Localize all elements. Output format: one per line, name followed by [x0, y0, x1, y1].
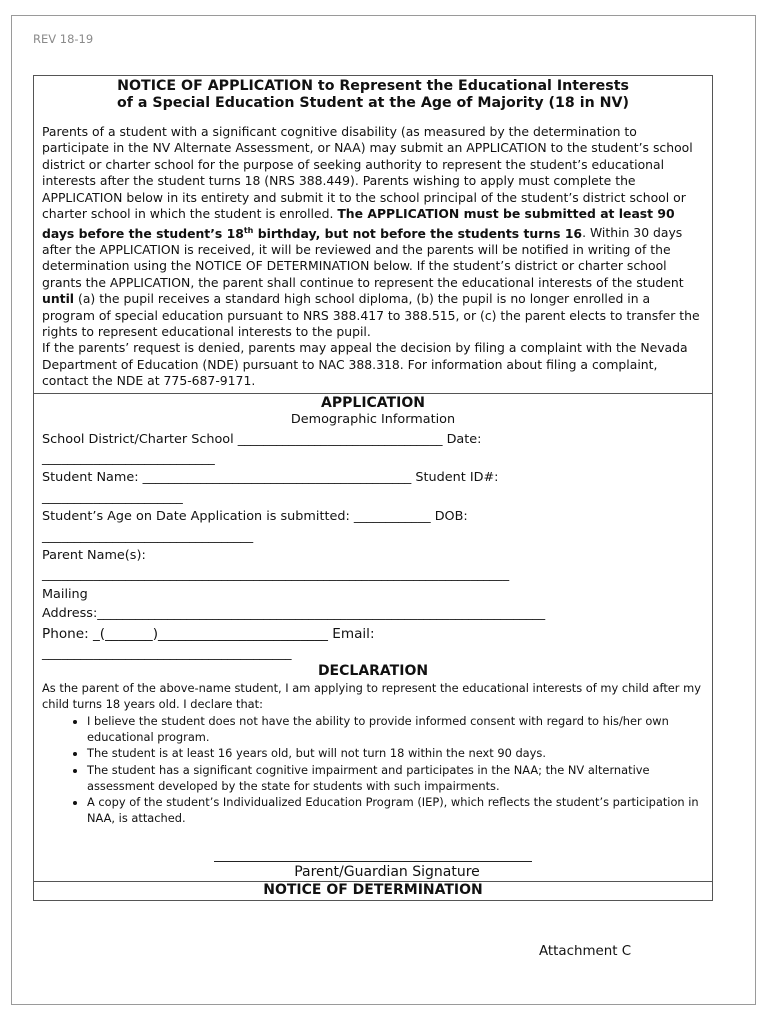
form-field-line[interactable]: School District/Charter School ________________________________ Date:	[42, 431, 482, 447]
signature-line[interactable]	[214, 861, 532, 862]
declaration-body	[42, 680, 704, 827]
declaration-list	[42, 713, 704, 827]
form-field-line[interactable]: _______________________________________	[42, 645, 292, 661]
demographic-subheading: Demographic Information	[290, 411, 456, 427]
form-field-line[interactable]: _________________________________________________________________________	[42, 567, 510, 583]
determination-heading: NOTICE OF DETERMINATION	[263, 881, 483, 898]
declaration-item: • The student has a significant cognitive impairment and participates in the NAA; the NV alternative assessment developed by the state for students with such impairments.	[87, 762, 704, 795]
intro-bold-1: The APPLICATION must be submitted at least 90 days before the student’s 18	[42, 206, 675, 241]
intro-text-2: . Within 30 days after the APPLICATION is received, it will be reviewed and the parents will be notified in writing of the determination using the NOTICE OF DETERMINATION below. If the student’s district or charter school grants the APPLICATION, the parent shall continue to represent the educational interests of the student	[42, 225, 684, 290]
notice-body	[42, 124, 704, 390]
application-heading: APPLICATION	[321, 394, 425, 411]
declaration-item: • The student is at least 16 years old, but will not turn 18 within the next 90 days.	[87, 745, 704, 761]
signature-label: Parent/Guardian Signature	[294, 863, 480, 880]
declaration-item: • A copy of the student’s Individualized Education Program (IEP), which reflects the student’s participation in NAA, is attached.	[87, 794, 704, 827]
notice-title-line2: of a Special Education Student at the Age of Majority (18 in NV)	[117, 95, 629, 111]
declaration-heading: DECLARATION	[317, 663, 429, 680]
intro-bold-until: until	[42, 291, 75, 307]
application-section	[34, 394, 712, 882]
intro-bold-sup: th	[243, 225, 254, 235]
form-field-line[interactable]: _________________________________	[42, 528, 254, 544]
attachment-label: Attachment C	[539, 944, 632, 959]
intro-text-3: (a) the pupil receives a standard high school diploma, (b) the pupil is no longer enrolled in a program of special education pursuant to NRS 388.417 to 388.515, or (c) the parent elects to transfer the rights to represent educational interests to the pupil.	[42, 291, 700, 339]
revision-label: REV 18-19	[33, 32, 94, 46]
demographic-fields	[42, 430, 704, 663]
declaration-intro: As the parent of the above-name student, I am applying to represent the educational interests of my child after my child turns 18 years old. I declare that:	[42, 681, 701, 712]
notice-section	[34, 76, 712, 394]
form-field-line[interactable]: Parent Name(s):	[42, 548, 146, 564]
form-field-line[interactable]: ______________________	[42, 489, 183, 505]
declaration-item: • I believe the student does not have the ability to provide informed consent with regard to his/her own educational program.	[87, 713, 704, 746]
notice-title-line1: NOTICE OF APPLICATION to Represent the Educational Interests	[117, 78, 629, 94]
form-field-line[interactable]: Phone: _(_______)_________________________ Email:	[42, 625, 375, 642]
appeal-paragraph: If the parents’ request is denied, parents may appeal the decision by filing a complaint with the Nevada Department of Education (NDE) pursuant to NAC 388.318. For information about filing a complaint, contact the NDE at 775-687-9171.	[42, 340, 688, 389]
intro-text-1: Parents of a student with a significant cognitive disability (as measured by the determination to participate in the NV Alternate Assessment, or NAA) may submit an APPLICATION to the student’s school district or charter school for the purpose of seeking authority to represent the student’s educational interests after the student turns 18 (NRS 388.449). Parents wishing to apply must complete the APPLICATION below in its entirety and submit it to the school principal of the student’s district school or charter school in which the student is enrolled.	[42, 124, 693, 222]
notice-paragraph	[42, 124, 704, 340]
form-field-line[interactable]: Student’s Age on Date Application is submitted: ____________ DOB:	[42, 509, 468, 525]
form-field-line[interactable]: Student Name: __________________________________________ Student ID#:	[42, 470, 499, 486]
form-field-line[interactable]: ___________________________	[42, 451, 215, 467]
intro-bold-2: birthday, but not before the students turns 16	[253, 225, 583, 241]
form-field-line[interactable]: Address:______________________________________________________________________	[42, 606, 546, 622]
form-box	[33, 75, 713, 901]
determination-section	[34, 882, 712, 900]
form-field-line[interactable]: Mailing	[42, 586, 88, 602]
